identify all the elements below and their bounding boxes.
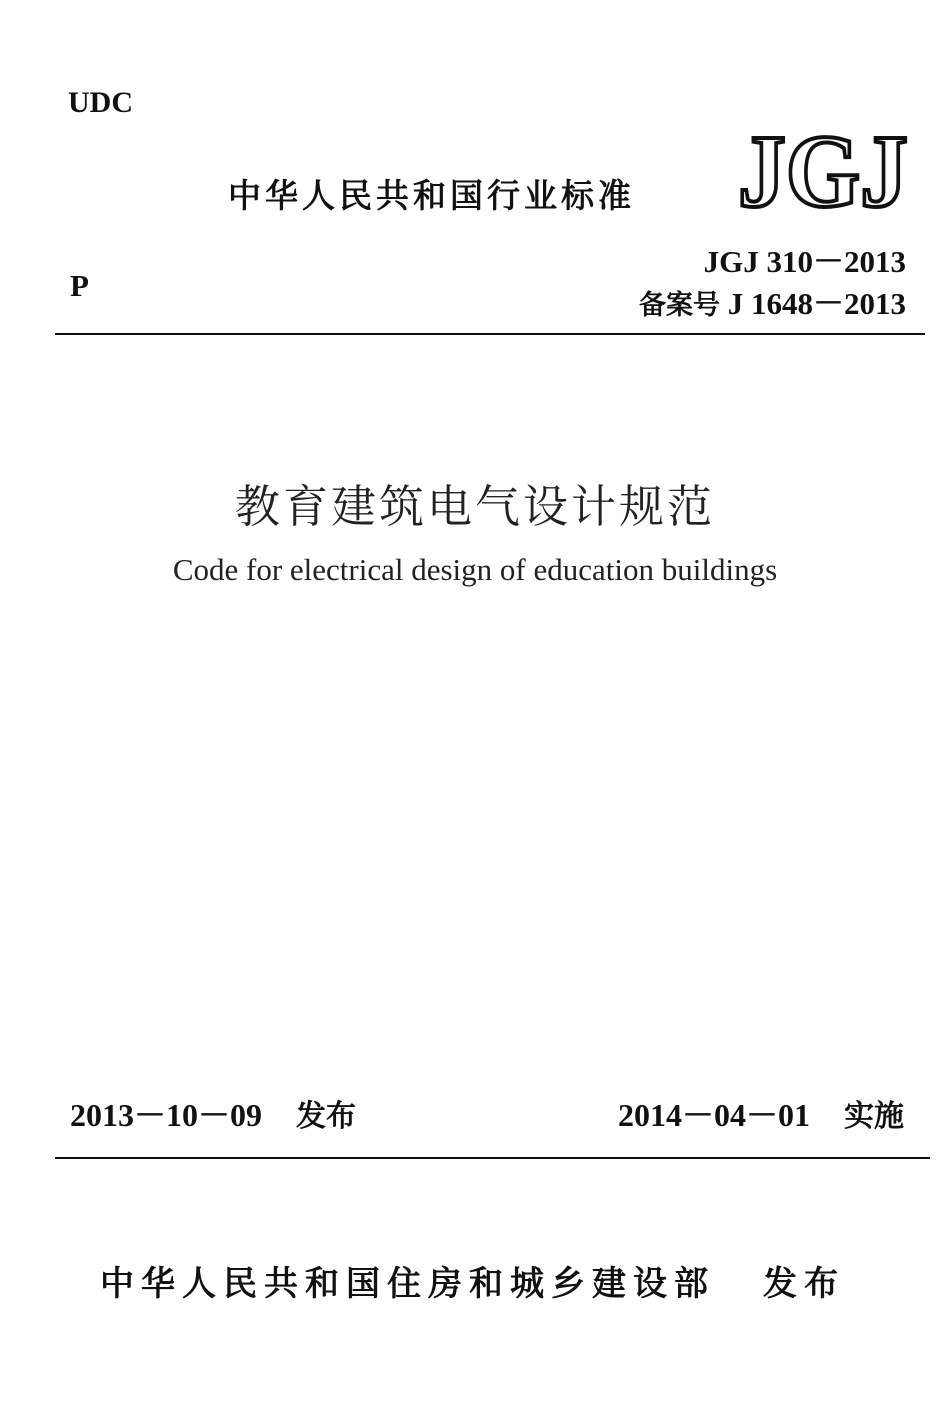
industry-standard-heading: 中华人民共和国行业标准	[228, 176, 635, 215]
issue-date-line	[70, 1090, 356, 1136]
title-chinese: 教育建筑电气设计规范	[234, 480, 715, 533]
standard-number: JGJ 310－2013	[703, 244, 906, 279]
implement-date: 2014－04－01	[617, 1097, 810, 1133]
udc-label: UDC	[68, 86, 133, 119]
jgj-logo-text: JGJ	[738, 122, 908, 212]
issue-label: 发布	[296, 1099, 357, 1134]
publisher-line	[100, 1256, 845, 1305]
record-number-line	[639, 278, 906, 323]
bottom-divider	[55, 1157, 930, 1159]
publisher-name: 中华人民共和国住房和城乡建设部	[100, 1264, 715, 1304]
category-label: P	[70, 268, 89, 303]
publisher-action: 发布	[763, 1264, 845, 1304]
record-label: 备案号	[639, 290, 720, 321]
top-divider	[55, 333, 925, 335]
issue-date: 2013－10－09	[70, 1097, 263, 1133]
title-english: Code for electrical design of education buildings	[172, 552, 778, 587]
jgj-logo	[736, 122, 912, 212]
record-number: J 1648－2013	[727, 286, 906, 321]
implement-date-line	[618, 1090, 904, 1136]
implement-label: 实施	[844, 1099, 904, 1134]
